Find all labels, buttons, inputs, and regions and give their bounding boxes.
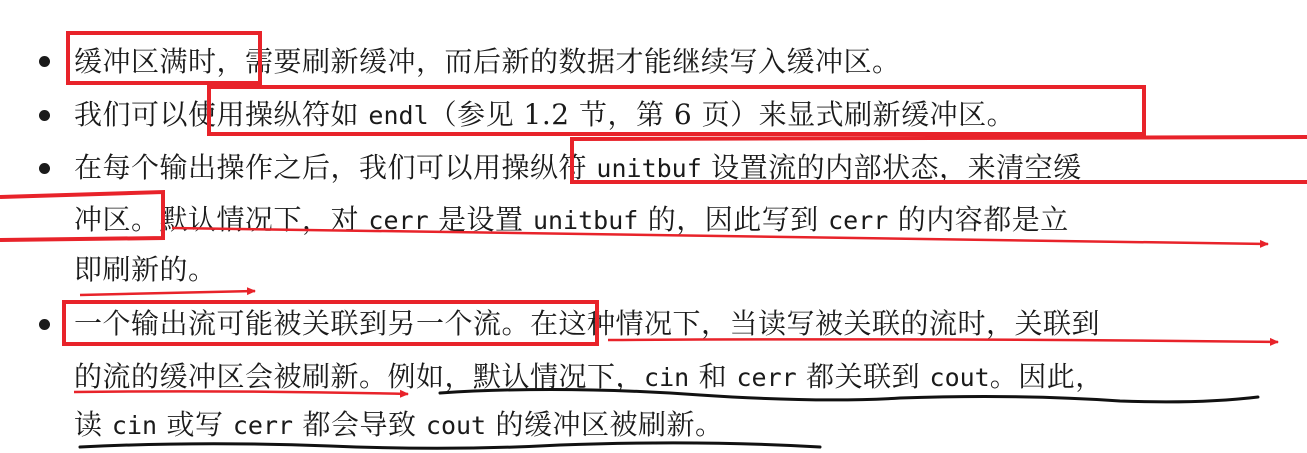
text-run: 操纵符 — [501, 151, 597, 184]
arrow-mark — [80, 291, 255, 295]
code-unitbuf: unitbuf — [532, 206, 639, 235]
text-run: 都关联到 — [796, 360, 930, 393]
bullet-3 — [39, 163, 50, 174]
text-run: 或写 — [157, 408, 233, 441]
text-run: 在每个输出操作之后，我们可以用 — [74, 151, 502, 184]
text-run: 读 — [74, 408, 112, 441]
text-run: 在这种情况下，当读写被关联的流时，关联到 — [530, 307, 1101, 340]
item-2-line-1 — [74, 97, 1015, 134]
item-3-line-3 — [74, 252, 217, 288]
code-cin: cin — [111, 411, 158, 440]
code-cerr: cerr — [736, 363, 797, 392]
text-run: 。因此， — [989, 360, 1104, 393]
code-unitbuf: unitbuf — [596, 154, 702, 183]
text-run: 冲区。 — [74, 203, 160, 236]
item-3-line-2 — [74, 202, 1069, 239]
code-endl: endl — [368, 101, 429, 130]
text-run: 需要刷新缓冲，而后新的数据才能继续写入缓冲区。 — [245, 45, 901, 78]
text-run: 是设置 — [428, 203, 533, 236]
item-4-line-2 — [74, 359, 1104, 396]
text-run: 缓冲区满时， — [74, 45, 246, 78]
item-4-line-1 — [74, 306, 1100, 342]
code-cin: cin — [644, 363, 690, 392]
text-run: 设置流的内部状态，来清空缓 — [701, 151, 1082, 184]
item-3-line-1 — [74, 150, 1082, 187]
text-run: 即刷新的。 — [74, 253, 217, 286]
code-cerr: cerr — [368, 206, 429, 235]
text-run: 和 — [689, 360, 737, 393]
code-cout: cout — [425, 411, 487, 440]
text-run: 的，因此写到 — [638, 203, 829, 236]
code-cerr: cerr — [232, 411, 294, 440]
text-run: （参见 1.2 节，第 6 页）来显式刷新缓冲区。 — [428, 98, 1016, 131]
code-cerr: cerr — [828, 206, 889, 235]
text-run: 一个输出流可能被关联到另一个流。 — [74, 307, 531, 340]
bullet-2 — [39, 110, 50, 121]
text-run: 的流的缓冲区会被刷新。 — [74, 360, 388, 393]
item-1-line-1 — [74, 44, 901, 80]
text-run: 例如，默认情况下， — [387, 360, 645, 393]
text-run: 的内容都是立 — [888, 203, 1069, 236]
text-run: 使用操纵符如 — [188, 98, 369, 131]
text-run: 的缓冲区被刷新。 — [486, 408, 724, 441]
text-run: 默认情况下，对 — [159, 203, 369, 236]
bullet-1 — [39, 56, 50, 67]
code-cout: cout — [929, 363, 990, 392]
bullet-4 — [39, 319, 50, 330]
text-run: 都会导致 — [293, 408, 426, 441]
text-run: 我们可以 — [74, 98, 189, 131]
item-4-line-3 — [74, 407, 724, 444]
